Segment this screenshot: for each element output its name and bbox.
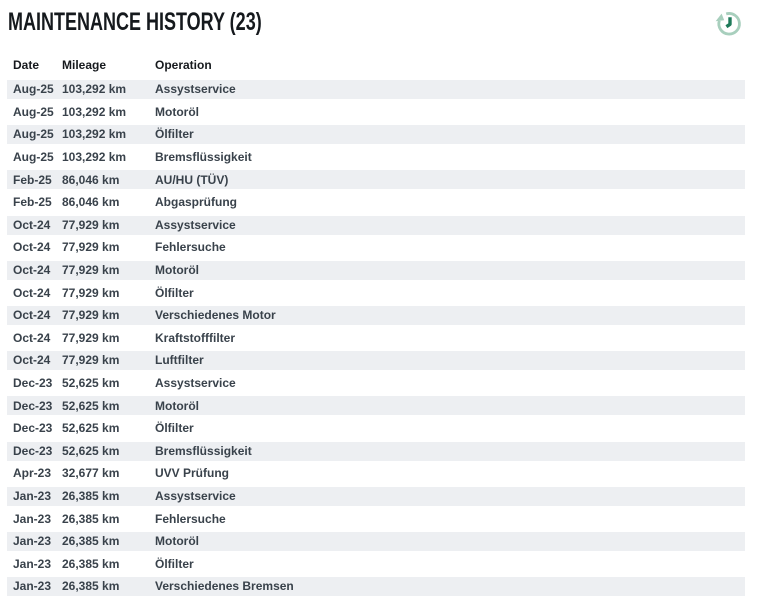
date-cell: Dec-23 — [13, 421, 53, 436]
date-cell: Jan-23 — [13, 579, 52, 594]
mileage-cell: 32,677 km — [62, 466, 120, 481]
table-row — [7, 306, 745, 329]
operation-cell: Verschiedenes Bremsen — [155, 579, 294, 594]
date-cell: Oct-24 — [13, 308, 51, 323]
mileage-cell: 77,929 km — [62, 353, 120, 368]
mileage-cell: 103,292 km — [62, 150, 127, 165]
operation-cell: Motoröl — [155, 398, 199, 413]
table-row — [7, 238, 745, 261]
date-cell: Apr-23 — [13, 466, 52, 481]
table-row — [7, 283, 745, 306]
mileage-cell: 26,385 km — [62, 534, 120, 549]
table-row — [7, 329, 745, 352]
operation-cell: Ölfilter — [155, 127, 194, 142]
table-row — [7, 396, 745, 419]
date-cell: Oct-24 — [13, 217, 51, 232]
operation-cell: Abgasprüfung — [155, 195, 237, 210]
operation-cell: Bremsflüssigkeit — [155, 443, 252, 458]
mileage-cell: 52,625 km — [62, 376, 120, 391]
mileage-cell: 86,046 km — [62, 195, 120, 210]
mileage-cell: 26,385 km — [62, 511, 120, 526]
table-row — [7, 577, 745, 600]
operation-cell: Assystservice — [155, 376, 236, 391]
table-row — [7, 554, 745, 577]
table-row — [7, 125, 745, 148]
table-row — [7, 193, 745, 216]
table-row — [7, 509, 745, 532]
operation-cell: Ölfilter — [155, 285, 194, 300]
date-cell: Aug-25 — [13, 150, 54, 165]
date-cell: Aug-25 — [13, 82, 54, 97]
mileage-cell: 103,292 km — [62, 127, 127, 142]
mileage-cell: 77,929 km — [62, 308, 120, 323]
column-header-operation: Operation — [155, 58, 212, 72]
operation-cell: Ölfilter — [155, 556, 194, 571]
mileage-cell: 52,625 km — [62, 443, 120, 458]
table-row — [7, 487, 745, 510]
operation-cell: Assystservice — [155, 82, 236, 97]
mileage-cell: 77,929 km — [62, 240, 120, 255]
mileage-cell: 52,625 km — [62, 421, 120, 436]
operation-cell: Verschiedenes Motor — [155, 308, 276, 323]
table-row — [7, 148, 745, 171]
date-cell: Aug-25 — [13, 104, 54, 119]
table-header-row — [7, 58, 745, 80]
operation-cell: Assystservice — [155, 488, 236, 503]
operation-cell: Bremsflüssigkeit — [155, 150, 252, 165]
mileage-cell: 77,929 km — [62, 263, 120, 278]
table-row — [7, 532, 745, 555]
mileage-cell: 86,046 km — [62, 172, 120, 187]
maintenance-table — [7, 58, 745, 600]
operation-cell: Motoröl — [155, 534, 199, 549]
date-cell: Aug-25 — [13, 127, 54, 142]
operation-cell: Motoröl — [155, 263, 199, 278]
mileage-cell: 26,385 km — [62, 579, 120, 594]
operation-cell: Ölfilter — [155, 421, 194, 436]
date-cell: Feb-25 — [13, 195, 52, 210]
table-row — [7, 216, 745, 239]
table-row — [7, 103, 745, 126]
date-cell: Jan-23 — [13, 556, 52, 571]
date-cell: Oct-24 — [13, 263, 51, 278]
date-cell: Jan-23 — [13, 511, 52, 526]
mileage-cell: 77,929 km — [62, 285, 120, 300]
mileage-cell: 77,929 km — [62, 330, 120, 345]
table-body — [7, 80, 745, 600]
table-row — [7, 261, 745, 284]
date-cell: Oct-24 — [13, 330, 51, 345]
date-cell: Oct-24 — [13, 285, 51, 300]
date-cell: Dec-23 — [13, 443, 53, 458]
page-title: MAINTENANCE HISTORY (23) — [8, 8, 262, 36]
date-cell: Dec-23 — [13, 398, 53, 413]
mileage-cell: 103,292 km — [62, 104, 127, 119]
table-row — [7, 351, 745, 374]
operation-cell: UVV Prüfung — [155, 466, 229, 481]
history-icon — [714, 26, 744, 41]
history-button[interactable] — [714, 8, 744, 38]
operation-cell: Kraftstofffilter — [155, 330, 235, 345]
mileage-cell: 26,385 km — [62, 488, 120, 503]
operation-cell: Assystservice — [155, 217, 236, 232]
date-cell: Jan-23 — [13, 488, 52, 503]
date-cell: Feb-25 — [13, 172, 52, 187]
operation-cell: Luftfilter — [155, 353, 204, 368]
operation-cell: Motoröl — [155, 104, 199, 119]
operation-cell: Fehlersuche — [155, 240, 226, 255]
table-row — [7, 464, 745, 487]
column-header-date: Date — [13, 58, 40, 72]
column-header-mileage: Mileage — [62, 58, 107, 72]
table-row — [7, 80, 745, 103]
date-cell: Oct-24 — [13, 240, 51, 255]
mileage-cell: 26,385 km — [62, 556, 120, 571]
table-row — [7, 419, 745, 442]
table-row — [7, 374, 745, 397]
table-row — [7, 170, 745, 193]
operation-cell: AU/HU (TÜV) — [155, 172, 229, 187]
mileage-cell: 103,292 km — [62, 82, 127, 97]
date-cell: Jan-23 — [13, 534, 52, 549]
mileage-cell: 52,625 km — [62, 398, 120, 413]
table-row — [7, 442, 745, 465]
title-bar — [8, 8, 760, 48]
operation-cell: Fehlersuche — [155, 511, 226, 526]
mileage-cell: 77,929 km — [62, 217, 120, 232]
date-cell: Oct-24 — [13, 353, 51, 368]
date-cell: Dec-23 — [13, 376, 53, 391]
